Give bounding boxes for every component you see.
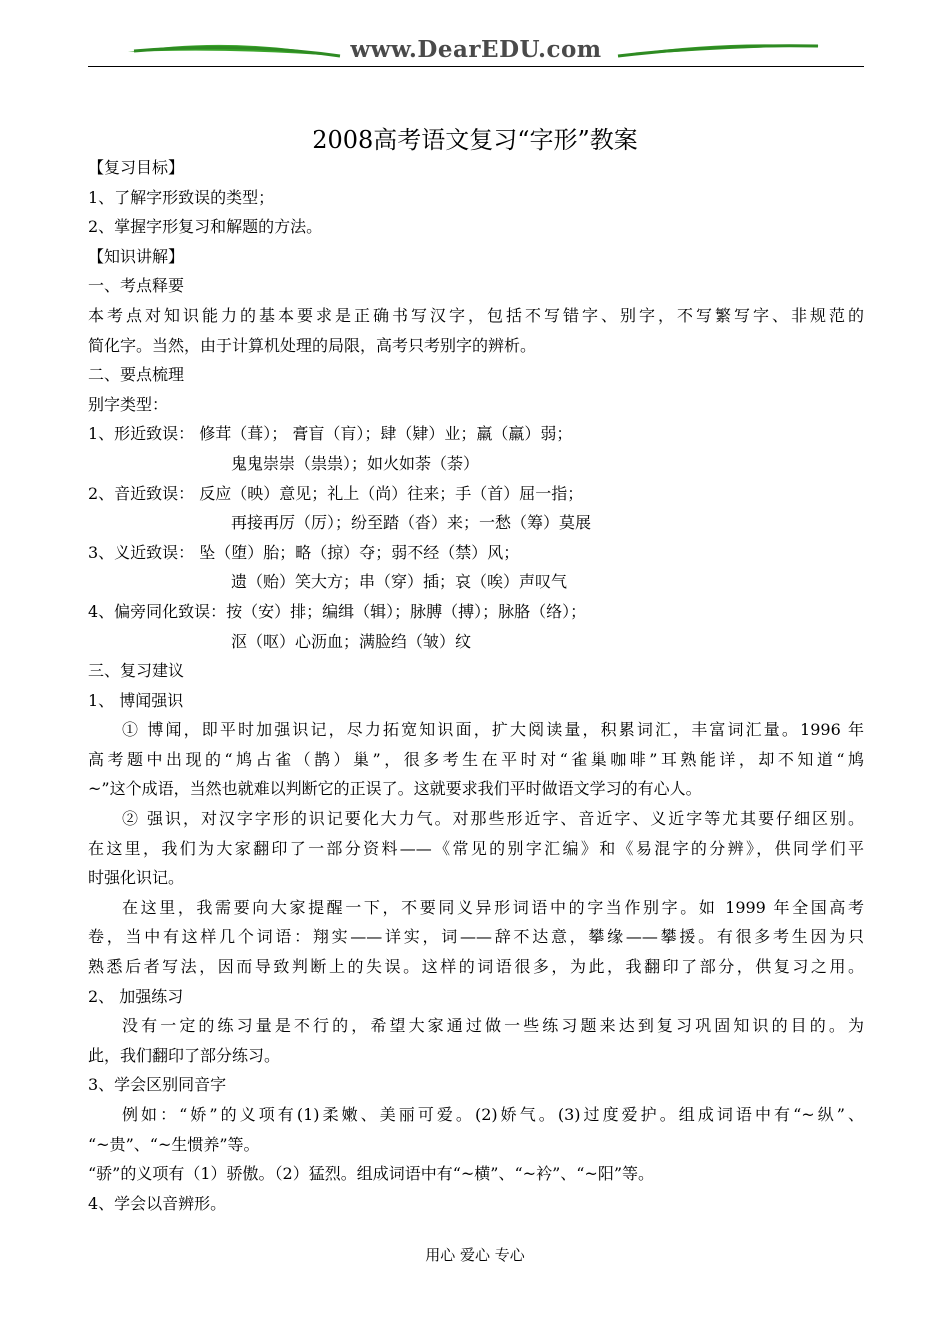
text-line: 二、要点梳理	[88, 365, 185, 385]
site-logo-text: www.DearEDU.com	[350, 36, 602, 63]
section-heading: 【知识讲解】	[88, 246, 185, 266]
paragraph-line: ② 强识，对汉字字形的识记要化大力气。对那些形近字、音近字、义近字等尤其要仔细区别。	[122, 809, 864, 829]
text-line: 3、学会区别同音字	[88, 1075, 227, 1095]
paragraph-line: 没有一定的练习量是不行的，希望大家通过做一些练习题来达到复习巩固知识的目的。为	[122, 1016, 864, 1036]
text-line: 4、学会以音辨形。	[88, 1193, 227, 1213]
header-rule	[88, 66, 864, 67]
list-item-continuation: 沤（呕）心沥血；满脸绉（皱）纹	[231, 631, 472, 651]
text-line: 别字类型：	[88, 394, 169, 414]
document-title: 2008高考语文复习“字形”教案	[312, 126, 638, 154]
text-line: 2、掌握字形复习和解题的方法。	[88, 217, 323, 237]
list-item-continuation: 再接再厉（厉）；纷至踏（沓）来；一愁（筹）莫展	[231, 513, 592, 533]
paragraph-line: 此，我们翻印了部分练习。	[88, 1045, 281, 1065]
paragraph-line: ~”这个成语，当然也就难以判断它的正误了。这就要求我们平时做语文学习的有心人。	[88, 779, 702, 799]
text-line: 三、复习建议	[88, 661, 185, 681]
list-item-continuation: 遗（贻）笑大方；串（穿）插；哀（唉）声叹气	[231, 572, 568, 592]
list-item: 1、形近致误： 修茸（葺）； 膏盲（肓）；肆（肄）业；羸（羸）弱；	[88, 424, 573, 444]
paragraph-line: ① 博闻，即平时加强识记，尽力拓宽知识面，扩大阅读量，积累词汇，丰富词汇量。1996 年	[122, 720, 864, 740]
paragraph-line: 时强化识记。	[88, 868, 185, 888]
section-heading: 【复习目标】	[88, 158, 185, 177]
list-item: 3、义近致误： 坠（堕）胎；略（掠）夺；弱不经（禁）风；	[88, 542, 520, 562]
document-body	[88, 153, 864, 1218]
list-item: 2、音近致误： 反应（映）意见；礼上（尚）往来；手（首）屈一指；	[88, 483, 584, 503]
paragraph-line: 熟悉后者写法，因而导致判断上的失误。这样的词语很多，为此，我翻印了部分，供复习之用。	[88, 957, 864, 977]
page-header	[88, 34, 864, 74]
page-footer: 用心 爱心 专心	[425, 1246, 525, 1264]
text-line: 1、了解字形致误的类型；	[88, 187, 275, 207]
list-item: 4、偏旁同化致误：按（安）排；编缉（辑）；脉膊（搏）；脉胳（络）；	[88, 601, 587, 621]
paragraph-line: 简化字。当然，由于计算机处理的局限，高考只考别字的辨析。	[88, 335, 537, 355]
paragraph-line: 例如：“娇”的义项有(1)柔嫩、美丽可爱。(2)娇气。(3)过度爱护。组成词语中有“~纵”、	[122, 1105, 864, 1124]
list-item-continuation: 鬼鬼崇崇（祟祟）；如火如荼（荼）	[231, 453, 480, 473]
paragraph-line: 高考题中出现的“鸠占雀（鹊）巢”，很多考生在平时对“雀巢咖啡”耳熟能详，却不知道“鸠	[88, 749, 864, 769]
paragraph-line: 在这里，我需要向大家提醒一下，不要同义异形词语中的字当作别字。如 1999 年全国高考	[122, 897, 864, 917]
text-line: 2、 加强练习	[88, 986, 184, 1006]
text-line: 一、考点释要	[88, 276, 185, 296]
paragraph-line: 在这里，我们为大家翻印了一部分资料——《常见的别字汇编》和《易混字的分辨》，供同学们平	[88, 838, 864, 858]
paragraph-line: 卷，当中有这样几个词语：翔实——详实，词——辞不达意，攀缘——攀援。有很多考生因为只	[88, 927, 864, 947]
paragraph-line: 本考点对知识能力的基本要求是正确书写汉字，包括不写错字、别字，不写繁写字、非规范的	[88, 305, 864, 325]
text-line: 1、 博闻强识	[88, 690, 184, 710]
paragraph-line: “骄”的义项有（1）骄傲。（2）猛烈。组成词语中有“~横”、“~衿”、“~阳”等。	[88, 1164, 655, 1184]
paragraph-line: “~贵”、“~生惯养”等。	[88, 1134, 260, 1154]
